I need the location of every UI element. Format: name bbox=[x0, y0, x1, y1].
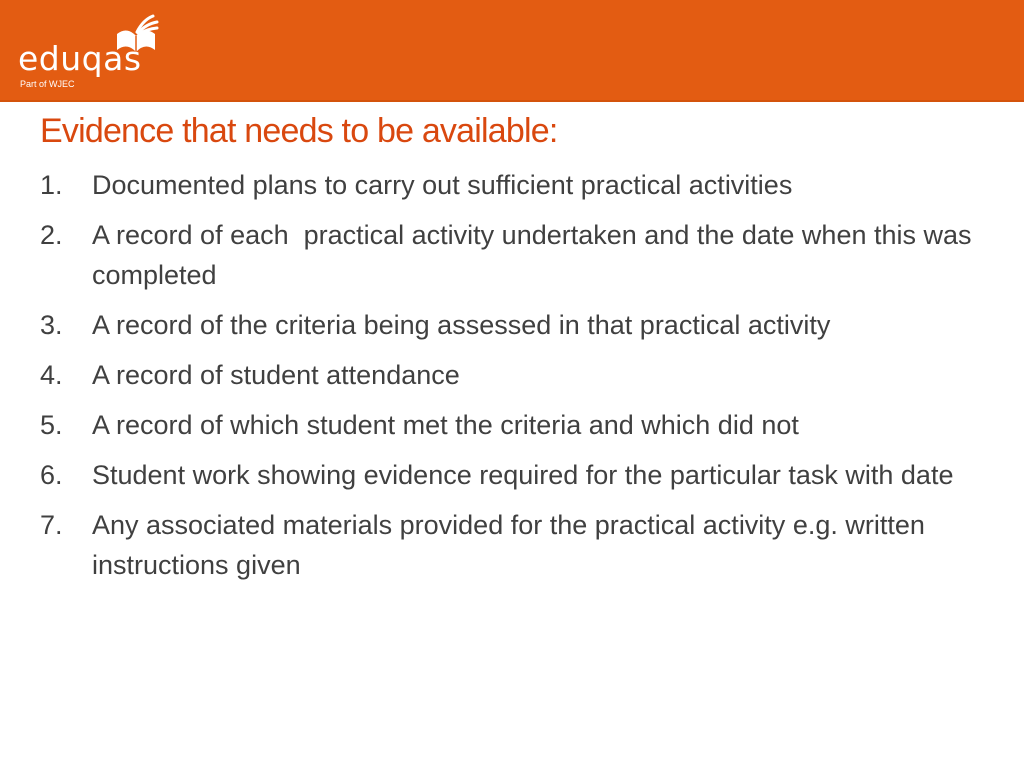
list-item bbox=[40, 165, 1010, 205]
header-bar bbox=[0, 0, 1024, 102]
list-item-number: 1. bbox=[40, 170, 63, 200]
list-item bbox=[40, 305, 1010, 345]
list-item-number: 5. bbox=[40, 410, 63, 440]
list-item bbox=[40, 455, 1010, 495]
list-item-number: 3. bbox=[40, 310, 63, 340]
list-item-number: 6. bbox=[40, 460, 63, 490]
list-item-text: A record of which student met the criteria and which did not bbox=[92, 410, 799, 440]
list-item-text: A record of student attendance bbox=[92, 360, 460, 390]
eduqas-logo bbox=[18, 12, 178, 92]
logo-subtitle: Part of WJEC bbox=[20, 79, 75, 89]
list-item-text: Student work showing evidence required for the particular task with date bbox=[92, 460, 954, 490]
list-item-text: A record of each practical activity undertaken and the date when this was completed bbox=[92, 220, 980, 290]
logo-wordmark: eduqas bbox=[18, 39, 142, 78]
evidence-list bbox=[40, 165, 1010, 595]
list-item-number: 7. bbox=[40, 510, 63, 540]
list-item bbox=[40, 505, 1010, 585]
list-item-number: 4. bbox=[40, 360, 63, 390]
list-item-text: Any associated materials provided for the practical activity e.g. written instructions given bbox=[92, 510, 933, 580]
list-item-text: Documented plans to carry out sufficient practical activities bbox=[92, 170, 793, 200]
list-item bbox=[40, 215, 1010, 295]
list-item-number: 2. bbox=[40, 220, 63, 250]
slide-title: Evidence that needs to be available: bbox=[40, 112, 558, 150]
list-item bbox=[40, 355, 1010, 395]
list-item-text: A record of the criteria being assessed in that practical activity bbox=[92, 310, 831, 340]
list-item bbox=[40, 405, 1010, 445]
